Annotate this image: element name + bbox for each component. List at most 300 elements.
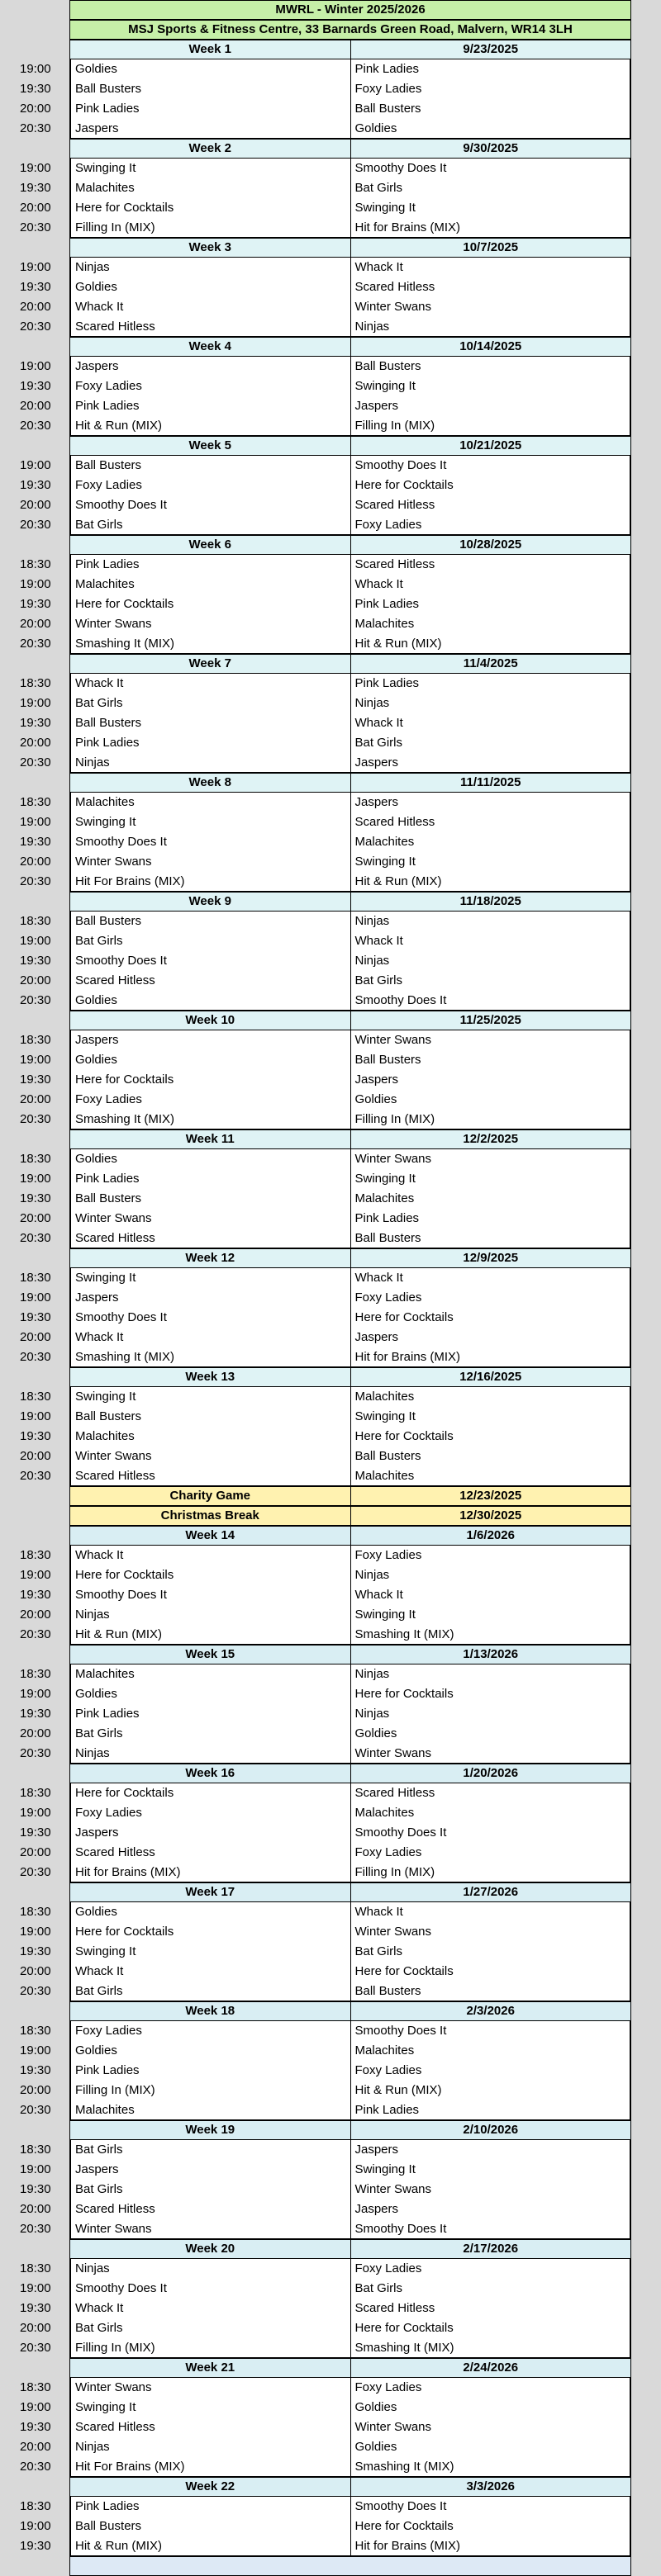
week-header-row: [0, 2001, 661, 2021]
fixture-time: 20:00: [20, 973, 51, 987]
home-team: Here for Cocktails: [75, 1568, 174, 1582]
week-label: Week 15: [185, 1647, 235, 1661]
week-header-row: [0, 654, 661, 674]
fixture-time: 18:30: [20, 1390, 51, 1404]
fixture-time: 20:30: [20, 419, 51, 433]
fixture-teams: [69, 2536, 631, 2556]
week-date: 2/10/2026: [350, 2121, 631, 2139]
fixture-time: 19:30: [20, 1073, 51, 1087]
fixture-teams: [69, 258, 631, 277]
week-band: [69, 1645, 631, 1664]
away-team: Foxy Ladies: [350, 2061, 630, 2081]
week-date: 9/30/2025: [350, 140, 631, 158]
away-team: Winter Swans: [350, 2180, 630, 2200]
fixture-teams: [69, 376, 631, 396]
fixture-time: 18:30: [20, 1905, 51, 1919]
fixture-time: 20:00: [20, 498, 51, 512]
special-band: [69, 1506, 631, 1526]
home-team: Pink Ladies: [75, 557, 140, 571]
fixture-teams: [69, 2318, 631, 2338]
fixture-row: [0, 812, 661, 832]
week-band: [69, 1367, 631, 1387]
fixture-time: 20:00: [20, 2440, 51, 2454]
fixture-teams: [69, 1625, 631, 1645]
fixture-time: 19:00: [20, 2281, 51, 2295]
fixture-row: [0, 2417, 661, 2437]
fixture-time: 19:30: [20, 1191, 51, 1205]
away-team: Foxy Ladies: [350, 79, 630, 99]
fixture-teams: [69, 1308, 631, 1328]
fixture-time: 19:30: [20, 1944, 51, 1958]
fixture-teams: [69, 416, 631, 436]
away-team: Goldies: [350, 1090, 630, 1110]
fixture-teams: [69, 1942, 631, 1962]
week-header-row: [0, 1011, 661, 1030]
home-team: Bat Girls: [75, 1726, 123, 1740]
home-team: Winter Swans: [75, 2222, 152, 2236]
fixture-time: 18:30: [20, 2499, 51, 2513]
fixture-teams: [69, 812, 631, 832]
fixture-row: [0, 733, 661, 753]
home-team: Bat Girls: [75, 2321, 123, 2335]
home-team: Filling In (MIX): [75, 220, 155, 234]
fixture-teams: [69, 1427, 631, 1447]
week-header-row: [0, 1526, 661, 1546]
home-team: Foxy Ladies: [75, 379, 142, 393]
fixture-row: [0, 2318, 661, 2338]
home-team: Whack It: [75, 676, 124, 690]
fixture-time: 20:30: [20, 637, 51, 651]
week-band: [69, 2239, 631, 2259]
home-team: Here for Cocktails: [75, 1925, 174, 1939]
home-team: Swinging It: [75, 161, 136, 175]
home-team: Jaspers: [75, 2162, 119, 2176]
fixture-teams: [69, 2180, 631, 2200]
away-team: Whack It: [350, 258, 630, 277]
week-header-row: [0, 2477, 661, 2497]
week-date: 11/25/2025: [350, 1011, 631, 1030]
fixture-row: [0, 1942, 661, 1962]
away-team: Jaspers: [350, 793, 630, 812]
fixture-time: 20:00: [20, 1092, 51, 1106]
fixture-row: [0, 456, 661, 476]
fixture-teams: [69, 2338, 631, 2358]
fixture-row: [0, 2338, 661, 2358]
away-team: Scared Hitless: [350, 495, 630, 515]
fixture-row: [0, 1823, 661, 1843]
home-team: Pink Ladies: [75, 2499, 140, 2513]
home-team: Swinging It: [75, 1390, 136, 1404]
home-team: Smoothy Does It: [75, 1310, 167, 1324]
fixture-time: 19:00: [20, 1925, 51, 1939]
special-row: [0, 1506, 661, 1526]
home-team: Goldies: [75, 993, 117, 1007]
fixture-row: [0, 1982, 661, 2001]
fixture-teams: [69, 634, 631, 654]
special-label: Charity Game: [169, 1489, 251, 1503]
fixture-time: 20:00: [20, 1608, 51, 1622]
fixture-time: 19:00: [20, 696, 51, 710]
fixture-time: 18:30: [20, 557, 51, 571]
away-team: Goldies: [350, 2437, 630, 2457]
fixture-teams: [69, 872, 631, 892]
fixture-time: 18:30: [20, 1033, 51, 1047]
fixture-row: [0, 594, 661, 614]
week-date: 10/21/2025: [350, 437, 631, 455]
fixture-time: 19:30: [20, 954, 51, 968]
fixture-time: 20:30: [20, 1746, 51, 1760]
home-team: Jaspers: [75, 1825, 119, 1840]
fixture-row: [0, 2398, 661, 2417]
away-team: Foxy Ladies: [350, 1843, 630, 1863]
away-team: Jaspers: [350, 1328, 630, 1347]
away-team: Pink Ladies: [350, 59, 630, 79]
fixture-row: [0, 614, 661, 634]
fixture-teams: [69, 1724, 631, 1744]
fixture-teams: [69, 1288, 631, 1308]
fixture-time: 20:00: [20, 1330, 51, 1344]
week-label: Week 10: [185, 1013, 235, 1027]
fixture-row: [0, 1347, 661, 1367]
home-team: Hit & Run (MIX): [75, 2539, 163, 2553]
fixture-row: [0, 2160, 661, 2180]
fixture-teams: [69, 2160, 631, 2180]
week-date: 3/3/2026: [350, 2478, 631, 2496]
fixture-time: 19:30: [20, 1707, 51, 1721]
fixture-teams: [69, 2021, 631, 2041]
fixture-time: 19:30: [20, 2539, 51, 2553]
fixture-row: [0, 99, 661, 119]
home-team: Jaspers: [75, 1033, 119, 1047]
week-band: [69, 892, 631, 912]
fixture-row: [0, 1090, 661, 1110]
fixture-row: [0, 1169, 661, 1189]
fixture-row: [0, 1288, 661, 1308]
away-team: Smoothy Does It: [350, 2219, 630, 2238]
fixture-row: [0, 79, 661, 99]
fixture-row: [0, 1328, 661, 1347]
fixture-teams: [69, 1347, 631, 1367]
fixture-time: 18:30: [20, 2380, 51, 2394]
special-date: 12/23/2025: [350, 1487, 631, 1505]
fixture-row: [0, 258, 661, 277]
fixture-row: [0, 1268, 661, 1288]
home-team: Ninjas: [75, 1608, 110, 1622]
week-label: Week 6: [188, 537, 231, 552]
fixture-time: 19:00: [20, 1568, 51, 1582]
fixture-teams: [69, 1704, 631, 1724]
fixture-teams: [69, 2457, 631, 2477]
fixture-row: [0, 832, 661, 852]
home-team: Goldies: [75, 280, 117, 294]
away-team: Ninjas: [350, 1565, 630, 1585]
away-team: Malachites: [350, 1189, 630, 1209]
fixture-teams: [69, 1605, 631, 1625]
fixture-time: 18:30: [20, 1786, 51, 1800]
fixture-time: 18:30: [20, 2024, 51, 2038]
away-team: Bat Girls: [350, 1942, 630, 1962]
fixture-teams: [69, 1902, 631, 1922]
fixture-row: [0, 1565, 661, 1585]
away-team: Swinging It: [350, 1169, 630, 1189]
home-team: Whack It: [75, 300, 124, 314]
away-team: Here for Cocktails: [350, 2517, 630, 2536]
fixture-time: 20:30: [20, 1112, 51, 1126]
fixture-time: 20:30: [20, 874, 51, 888]
fixture-teams: [69, 317, 631, 337]
fixture-row: [0, 376, 661, 396]
fixture-time: 20:30: [20, 2460, 51, 2474]
fixture-time: 19:30: [20, 597, 51, 611]
special-band: [69, 1486, 631, 1506]
fixture-row: [0, 1744, 661, 1764]
home-team: Pink Ladies: [75, 1172, 140, 1186]
away-team: Ball Busters: [350, 1982, 630, 2001]
fixture-teams: [69, 555, 631, 575]
week-header-row: [0, 1129, 661, 1149]
week-label: Week 12: [185, 1251, 235, 1265]
fixture-row: [0, 575, 661, 594]
fixture-time: 20:30: [20, 993, 51, 1007]
fixture-teams: [69, 1090, 631, 1110]
fixture-teams: [69, 1407, 631, 1427]
home-team: Goldies: [75, 1053, 117, 1067]
home-team: Pink Ladies: [75, 399, 140, 413]
fixture-time: 19:00: [20, 62, 51, 76]
week-header-row: [0, 238, 661, 258]
fixture-time: 19:30: [20, 716, 51, 730]
fixture-teams: [69, 1823, 631, 1843]
fixture-teams: [69, 2140, 631, 2160]
fixture-time: 20:00: [20, 102, 51, 116]
fixture-teams: [69, 2497, 631, 2517]
week-date: 11/11/2025: [350, 774, 631, 792]
fixture-teams: [69, 1982, 631, 2001]
fixture-row: [0, 2021, 661, 2041]
home-team: Foxy Ladies: [75, 1806, 142, 1820]
fixture-row: [0, 357, 661, 376]
home-team: Pink Ladies: [75, 102, 140, 116]
away-team: Hit & Run (MIX): [350, 634, 630, 653]
fixture-teams: [69, 456, 631, 476]
fixture-time: 18:30: [20, 1667, 51, 1681]
fixture-row: [0, 674, 661, 694]
home-team: Bat Girls: [75, 696, 123, 710]
fixture-row: [0, 971, 661, 991]
home-team: Filling In (MIX): [75, 2341, 155, 2355]
fixture-teams: [69, 1030, 631, 1050]
fixture-row: [0, 852, 661, 872]
fixture-row: [0, 1189, 661, 1209]
fixture-row: [0, 178, 661, 198]
title-row: [0, 0, 661, 20]
fixture-teams: [69, 912, 631, 931]
special-date: 12/30/2025: [350, 1507, 631, 1525]
home-team: Scared Hitless: [75, 2420, 155, 2434]
week-date: 10/14/2025: [350, 338, 631, 356]
home-team: Ball Busters: [75, 1409, 142, 1423]
fixture-teams: [69, 277, 631, 297]
fixture-teams: [69, 2398, 631, 2417]
home-team: Hit & Run (MIX): [75, 1627, 163, 1641]
away-team: Foxy Ladies: [350, 1288, 630, 1308]
fixture-time: 20:00: [20, 201, 51, 215]
week-label: Week 13: [185, 1370, 235, 1384]
venue-row: [0, 20, 661, 40]
fixture-time: 19:30: [20, 1429, 51, 1443]
fixture-time: 19:30: [20, 1825, 51, 1840]
away-team: Bat Girls: [350, 971, 630, 991]
week-band: [69, 2120, 631, 2140]
week-date: 1/13/2026: [350, 1646, 631, 1664]
fixture-row: [0, 872, 661, 892]
fixture-teams: [69, 1149, 631, 1169]
week-date: 12/2/2025: [350, 1130, 631, 1148]
away-team: Scared Hitless: [350, 1783, 630, 1803]
fixture-row: [0, 59, 661, 79]
fixture-row: [0, 931, 661, 951]
week-band: [69, 773, 631, 793]
fixture-time: 20:00: [20, 617, 51, 631]
home-team: Swinging It: [75, 1271, 136, 1285]
week-label: Week 11: [185, 1132, 235, 1146]
home-team: Here for Cocktails: [75, 201, 174, 215]
home-team: Scared Hitless: [75, 1231, 155, 1245]
away-team: Ninjas: [350, 694, 630, 713]
fixture-row: [0, 1664, 661, 1684]
away-team: Foxy Ladies: [350, 1546, 630, 1565]
home-team: Bat Girls: [75, 2143, 123, 2157]
fixture-row: [0, 476, 661, 495]
fixture-row: [0, 2437, 661, 2457]
week-band: [69, 2358, 631, 2378]
away-team: Swinging It: [350, 1407, 630, 1427]
fixture-teams: [69, 1229, 631, 1248]
home-team: Swinging It: [75, 2400, 136, 2414]
week-label: Week 7: [188, 656, 231, 670]
away-team: Smashing It (MIX): [350, 1625, 630, 1644]
fixture-row: [0, 1050, 661, 1070]
fixture-row: [0, 1843, 661, 1863]
week-date: 2/17/2026: [350, 2240, 631, 2258]
fixture-row: [0, 1427, 661, 1447]
week-label: Week 17: [185, 1885, 235, 1899]
week-date: 2/3/2026: [350, 2002, 631, 2020]
fixture-time: 20:00: [20, 1964, 51, 1978]
week-date: 12/9/2025: [350, 1249, 631, 1267]
fixture-teams: [69, 2041, 631, 2061]
home-team: Whack It: [75, 1330, 124, 1344]
fixture-time: 20:00: [20, 1845, 51, 1859]
away-team: Smoothy Does It: [350, 2497, 630, 2517]
fixture-teams: [69, 1070, 631, 1090]
home-team: Here for Cocktails: [75, 1073, 174, 1087]
week-band: [69, 238, 631, 258]
home-team: Jaspers: [75, 359, 119, 373]
week-date: 10/7/2025: [350, 239, 631, 257]
fixture-teams: [69, 1546, 631, 1565]
away-team: Winter Swans: [350, 1149, 630, 1169]
week-header-row: [0, 1882, 661, 1902]
away-team: Ninjas: [350, 1664, 630, 1684]
away-team: Filling In (MIX): [350, 416, 630, 435]
week-date: 1/27/2026: [350, 1883, 631, 1901]
fixture-row: [0, 713, 661, 733]
fixture-time: 18:30: [20, 1152, 51, 1166]
fixture-row: [0, 2140, 661, 2160]
fixture-teams: [69, 2081, 631, 2100]
week-header-row: [0, 2239, 661, 2259]
away-team: Hit for Brains (MIX): [350, 1347, 630, 1366]
away-team: Ninjas: [350, 1704, 630, 1724]
away-team: Malachites: [350, 614, 630, 634]
week-band: [69, 436, 631, 456]
fixture-teams: [69, 575, 631, 594]
fixture-teams: [69, 991, 631, 1011]
home-team: Smashing It (MIX): [75, 1350, 175, 1364]
week-label: Week 20: [185, 2242, 235, 2256]
week-band: [69, 535, 631, 555]
home-team: Bat Girls: [75, 2182, 123, 2196]
fixture-teams: [69, 1050, 631, 1070]
fixture-time: 20:30: [20, 320, 51, 334]
fixture-time: 19:00: [20, 1172, 51, 1186]
fixture-row: [0, 2061, 661, 2081]
away-team: Winter Swans: [350, 297, 630, 317]
away-team: Swinging It: [350, 1605, 630, 1625]
fixture-time: 20:00: [20, 2202, 51, 2216]
home-team: Ball Busters: [75, 458, 142, 472]
week-label: Week 4: [188, 339, 231, 353]
away-team: Ball Busters: [350, 1050, 630, 1070]
fixture-row: [0, 416, 661, 436]
fixture-row: [0, 218, 661, 238]
home-team: Smoothy Does It: [75, 954, 167, 968]
home-team: Swinging It: [75, 815, 136, 829]
fixture-teams: [69, 1387, 631, 1407]
home-team: Goldies: [75, 62, 117, 76]
fixture-time: 19:30: [20, 181, 51, 195]
away-team: Jaspers: [350, 396, 630, 416]
week-header-row: [0, 773, 661, 793]
fixture-row: [0, 991, 661, 1011]
away-team: Here for Cocktails: [350, 1427, 630, 1447]
away-team: Scared Hitless: [350, 812, 630, 832]
week-band: [69, 1129, 631, 1149]
fixture-time: 19:00: [20, 458, 51, 472]
fixture-time: 19:30: [20, 1310, 51, 1324]
fixture-time: 19:30: [20, 2182, 51, 2196]
venue-address: MSJ Sports & Fitness Centre, 33 Barnards Green Road, Malvern, WR14 3LH: [69, 20, 631, 40]
fixture-row: [0, 317, 661, 337]
home-team: Filling In (MIX): [75, 2083, 155, 2097]
week-band: [69, 1011, 631, 1030]
fixture-teams: [69, 1189, 631, 1209]
fixture-row: [0, 1863, 661, 1882]
home-team: Smoothy Does It: [75, 498, 167, 512]
fixture-row: [0, 1922, 661, 1942]
fixture-row: [0, 495, 661, 515]
away-team: Scared Hitless: [350, 2299, 630, 2318]
away-team: Ball Busters: [350, 357, 630, 376]
fixture-time: 19:00: [20, 2043, 51, 2057]
away-team: Smoothy Does It: [350, 456, 630, 476]
fixture-time: 20:00: [20, 2083, 51, 2097]
home-team: Ninjas: [75, 1746, 110, 1760]
fixture-time: 20:00: [20, 736, 51, 750]
away-team: Bat Girls: [350, 2279, 630, 2299]
fixture-time: 18:30: [20, 2261, 51, 2275]
